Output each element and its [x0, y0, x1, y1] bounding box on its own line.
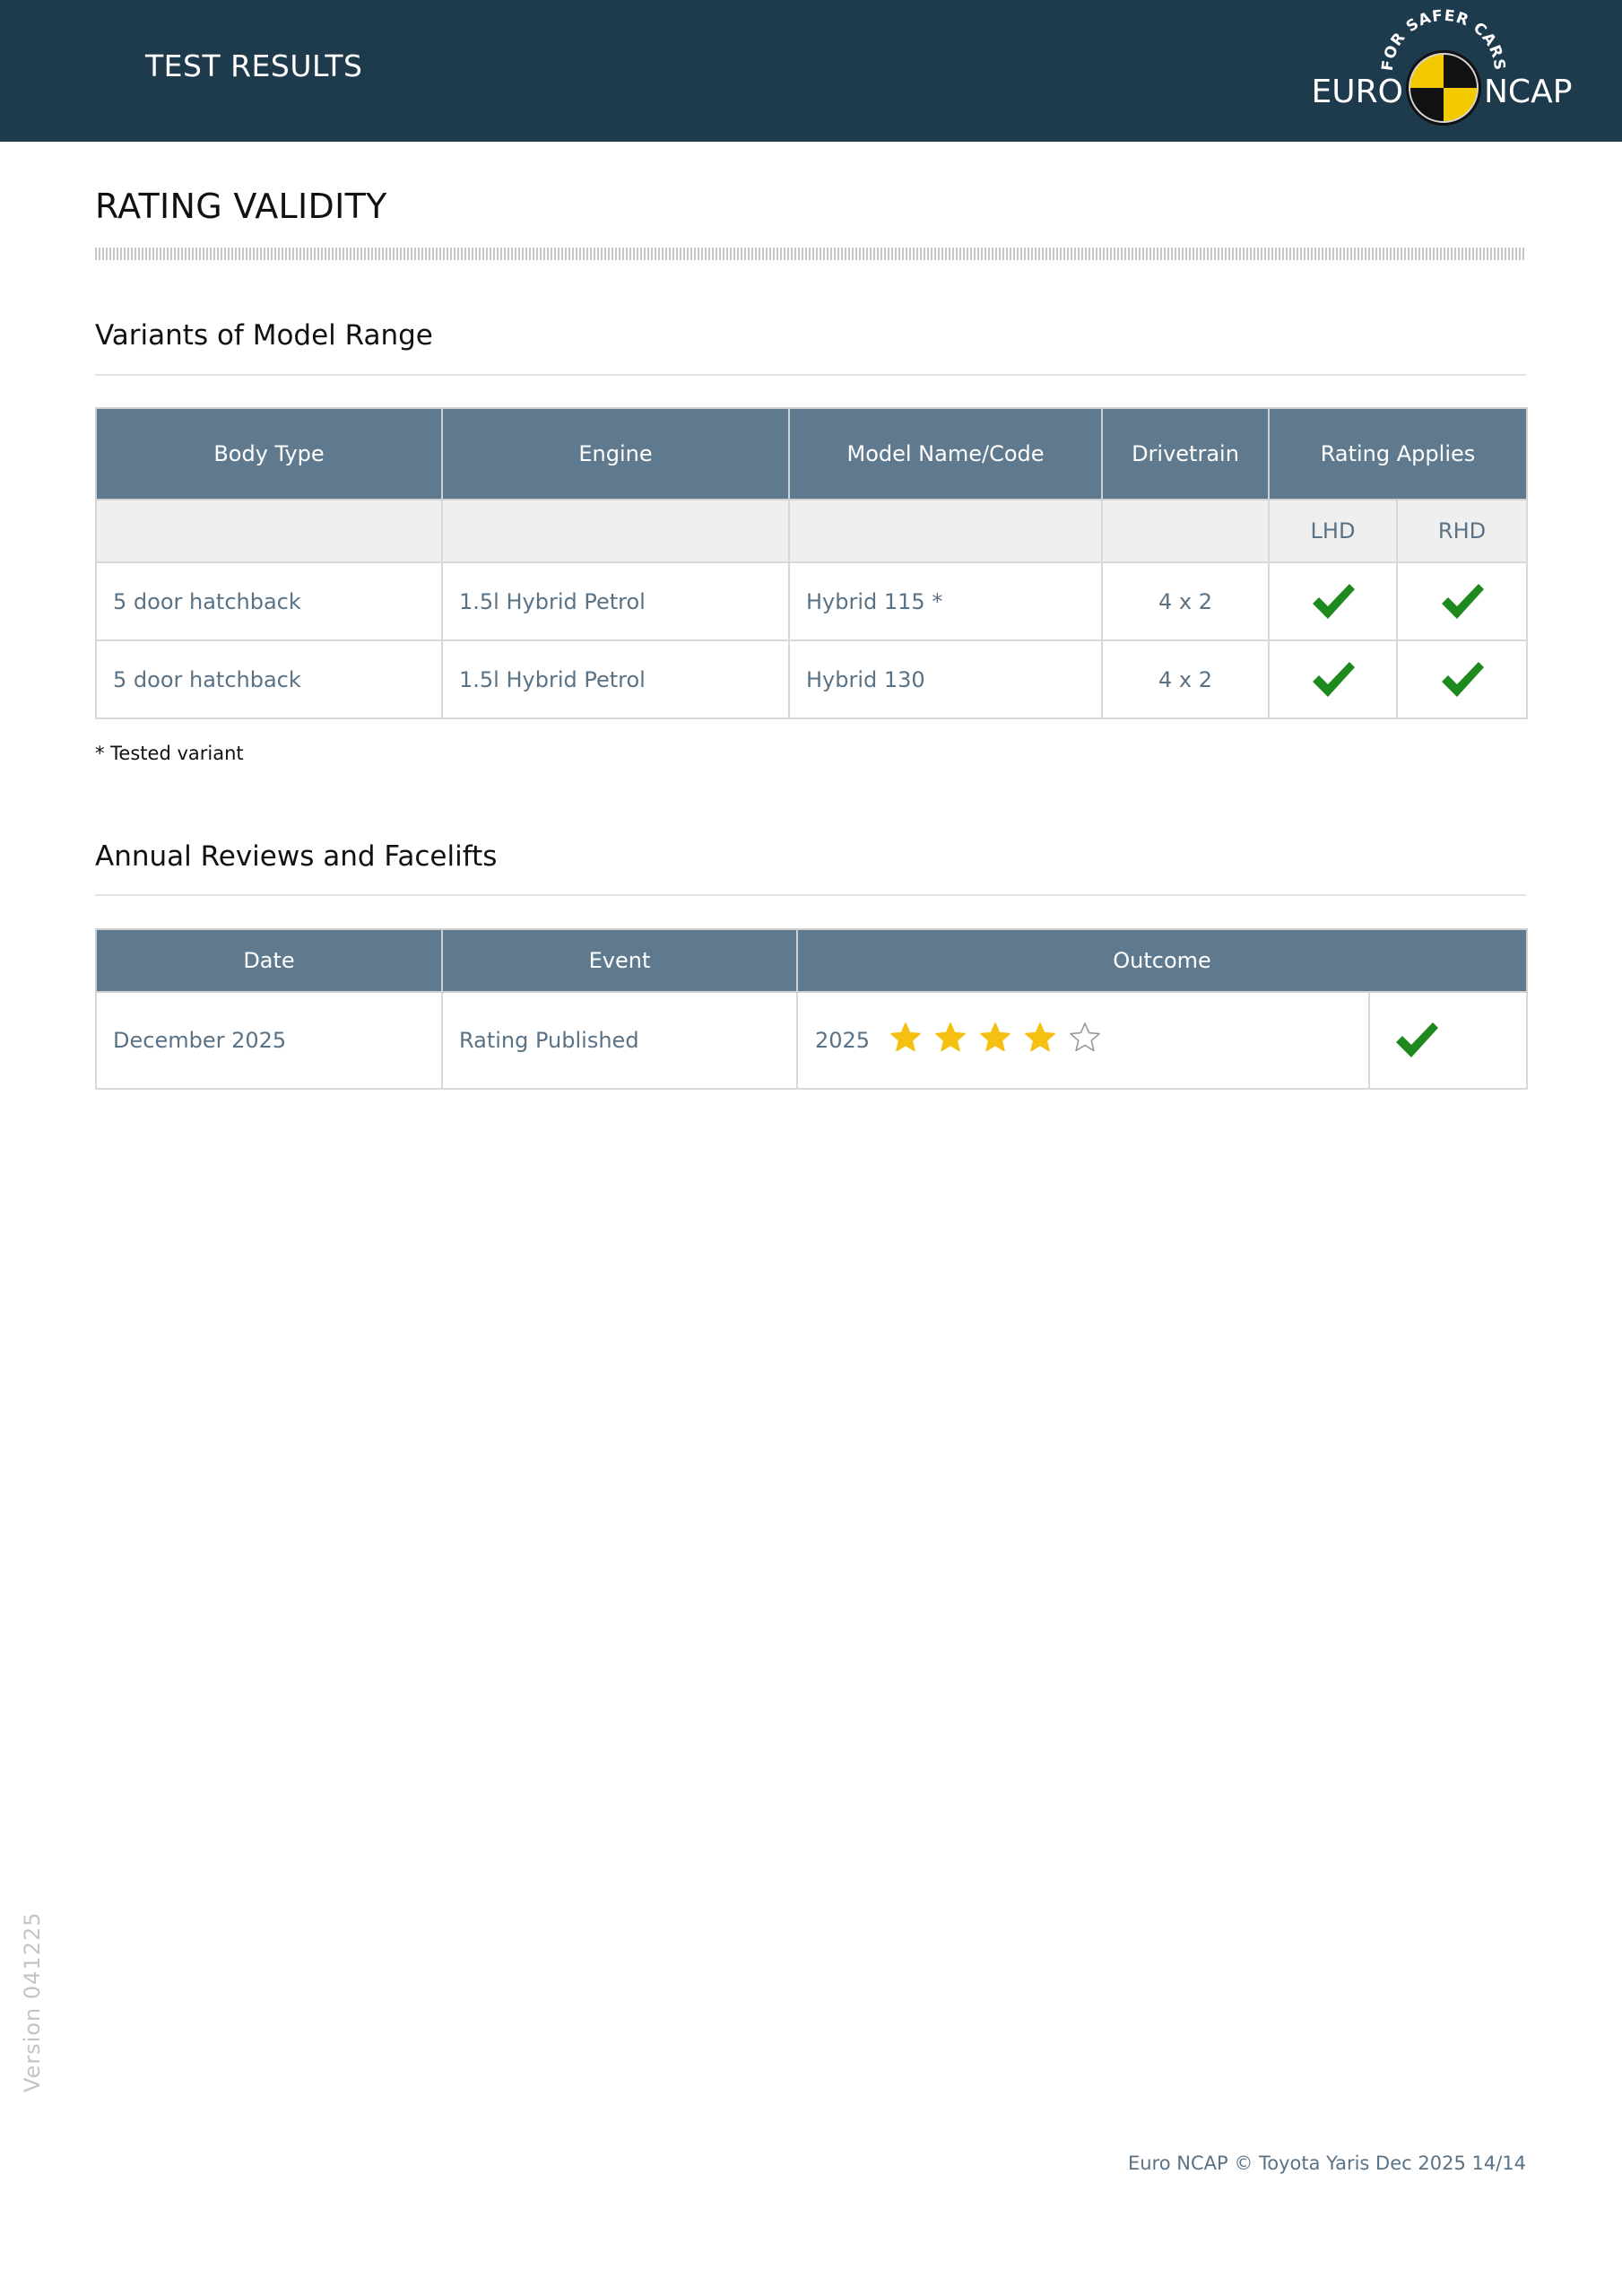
model-cell: Hybrid 130	[789, 640, 1102, 718]
engine-cell: 1.5l Hybrid Petrol	[442, 562, 789, 640]
reviews-section-divider	[95, 894, 1526, 896]
checkmark-icon	[1439, 581, 1486, 622]
column-header-date: Date	[96, 929, 442, 992]
subheader-empty-cell	[1102, 500, 1269, 562]
outcome-year: 2025	[815, 1028, 871, 1053]
subheader-row	[96, 500, 1527, 562]
variants-table	[95, 407, 1528, 719]
star-empty-icon	[1069, 1022, 1101, 1054]
table-row	[96, 640, 1527, 718]
rhd-cell	[1397, 562, 1527, 640]
checkmark-icon	[1310, 581, 1357, 622]
star-rating	[889, 1022, 1114, 1059]
body-type-cell: 5 door hatchback	[96, 640, 442, 718]
subheader-empty-cell	[96, 500, 442, 562]
checkmark-icon	[1393, 1020, 1440, 1061]
applies-cell	[1369, 992, 1527, 1089]
column-header-rating-applies: Rating Applies	[1269, 408, 1527, 500]
reviews-table	[95, 928, 1528, 1090]
column-header-event: Event	[442, 929, 797, 992]
event-cell: Rating Published	[442, 992, 797, 1089]
star-filled-icon	[889, 1022, 922, 1054]
drivetrain-cell: 4 x 2	[1102, 562, 1269, 640]
lhd-cell	[1269, 640, 1397, 718]
column-header-body-type: Body Type	[96, 408, 442, 500]
tested-variant-footnote: * Tested variant	[95, 743, 244, 764]
header-bar	[0, 0, 1622, 142]
title-divider	[95, 248, 1526, 260]
page-title: RATING VALIDITY	[95, 187, 387, 226]
logo-arc-text: FOR SAFER CARS	[1378, 9, 1509, 73]
version-label: Version 041225	[20, 1911, 45, 2092]
variants-section-divider	[95, 374, 1526, 376]
euro-ncap-logo-graphic	[1305, 9, 1583, 135]
checkmark-icon	[1439, 659, 1486, 700]
star-filled-icon	[979, 1022, 1011, 1054]
date-cell: December 2025	[96, 992, 442, 1089]
column-header-model: Model Name/Code	[789, 408, 1102, 500]
model-cell: Hybrid 115 *	[789, 562, 1102, 640]
subheader-lhd: LHD	[1269, 500, 1397, 562]
column-header-engine: Engine	[442, 408, 789, 500]
subheader-empty-cell	[789, 500, 1102, 562]
body-type-cell: 5 door hatchback	[96, 562, 442, 640]
column-header-outcome: Outcome	[797, 929, 1527, 992]
outcome-cell	[797, 992, 1369, 1089]
variants-section-title: Variants of Model Range	[95, 319, 433, 352]
euro-ncap-logo	[1305, 9, 1583, 135]
table-row	[96, 562, 1527, 640]
engine-cell: 1.5l Hybrid Petrol	[442, 640, 789, 718]
column-header-drivetrain: Drivetrain	[1102, 408, 1269, 500]
page-footer: Euro NCAP © Toyota Yaris Dec 2025 14/14	[1127, 2152, 1526, 2174]
checkmark-icon	[1310, 659, 1357, 700]
logo-text-euro: EURO	[1311, 74, 1403, 110]
header-title: TEST RESULTS	[145, 48, 363, 83]
rhd-cell	[1397, 640, 1527, 718]
table-row	[96, 992, 1527, 1089]
drivetrain-cell: 4 x 2	[1102, 640, 1269, 718]
star-filled-icon	[934, 1022, 967, 1054]
lhd-cell	[1269, 562, 1397, 640]
subheader-rhd: RHD	[1397, 500, 1527, 562]
star-filled-icon	[1024, 1022, 1056, 1054]
subheader-empty-cell	[442, 500, 789, 562]
logo-text-ncap: NCAP	[1484, 74, 1573, 110]
reviews-section-title: Annual Reviews and Facelifts	[95, 840, 498, 873]
